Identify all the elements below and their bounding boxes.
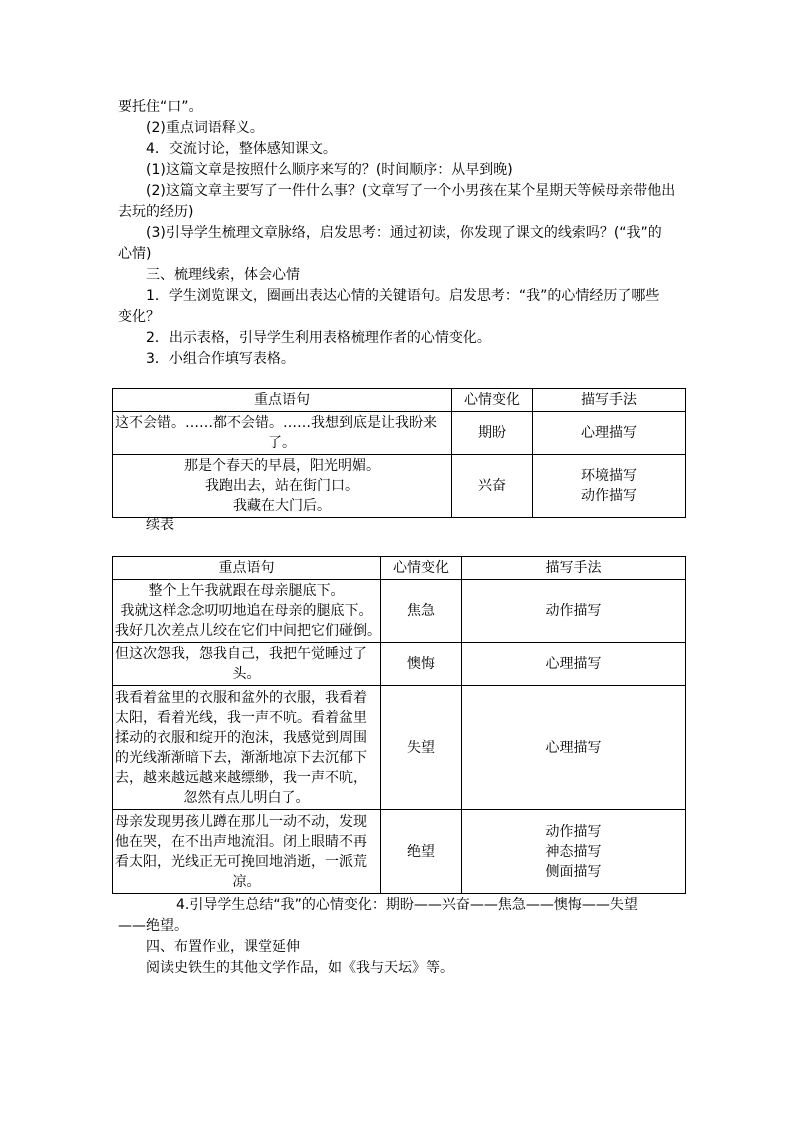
sentence-line: 我就这样念念叨叨地追在母亲的腿底下。 [120, 603, 373, 619]
method-line: 动作描写 [545, 823, 602, 840]
method-line: 动作描写 [545, 603, 602, 619]
text-line: 3．小组合作填写表格。 [146, 351, 295, 367]
sentence-line: 这不会错。……都不会错。……我想到底是让我盼来 [115, 415, 437, 431]
table-row [113, 810, 686, 894]
sentence-cell [113, 643, 381, 686]
sentence-line: 但这次怨我，怨我自己，我把午觉睡过了 [115, 646, 367, 662]
mood-cell: 焦急 [381, 580, 462, 643]
mood-cell: 懊悔 [381, 643, 462, 686]
method-line: 神态描写 [545, 843, 602, 860]
table-row [113, 686, 686, 810]
method-line: 心理描写 [581, 425, 637, 441]
method-cell [462, 810, 686, 894]
method-line: 环境描写 [581, 468, 637, 484]
method-line: 心理描写 [545, 739, 602, 756]
sentence-line: 忽然有点儿明白了。 [183, 789, 310, 806]
sentence-line: 了。 [268, 435, 296, 451]
method-cell [533, 455, 686, 518]
section-heading: 三、梳理线索，体会心情 [146, 267, 300, 283]
text-line: 4.引导学生总结“我”的心情变化：期盼——兴奋——焦急——懊悔——失望 [176, 897, 638, 913]
continued-label: 续表 [146, 517, 174, 533]
header-cell: 描写手法 [533, 389, 686, 412]
sentence-line: 凉。 [232, 873, 261, 890]
text-line: 阅读史铁生的其他文学作品，如《我与天坛》等。 [146, 960, 454, 976]
table-row [113, 412, 686, 455]
sentence-line: 我藏在大门后。 [233, 498, 331, 514]
header-cell: 心情变化 [452, 389, 533, 412]
text-line: 心情) [118, 246, 152, 262]
text-line: (2)重点词语释义。 [146, 120, 264, 136]
table-row [113, 455, 686, 518]
sentence-cell [113, 810, 381, 894]
sentence-line: 我跑出去，站在街门口。 [205, 478, 359, 494]
method-cell [462, 643, 686, 686]
method-cell [533, 412, 686, 455]
mood-cell: 失望 [381, 686, 462, 810]
table-header-row [113, 389, 686, 412]
text-line: 去玩的经历) [118, 204, 194, 220]
sentence-cell [113, 686, 381, 810]
sentence-line: 他在哭，在不出声地流泪。闭上眼睛不再 [115, 833, 367, 850]
method-line: 心理描写 [545, 656, 602, 672]
sentence-line: 太阳，看着光线，我一声不吭。看着盆里 [115, 709, 367, 726]
header-cell: 心情变化 [381, 557, 462, 580]
mood-cell: 兴奋 [452, 455, 533, 518]
sentence-line: 去，越来越远越来越缥缈，我一声不吭， [115, 769, 367, 786]
method-cell [462, 686, 686, 810]
sentence-line: 我看着盆里的衣服和盆外的衣服，我看着 [115, 689, 367, 706]
sentence-line: 我好几次差点儿绞在它们中间把它们碰倒。 [115, 623, 381, 639]
text-line: 1．学生浏览课文，圈画出表达心情的关键语句。启发思考：“我”的心情经历了哪些 [146, 288, 660, 304]
sentence-line: 看太阳，光线正无可挽回地消逝，一派荒 [115, 853, 367, 870]
text-line: 4．交流讨论，整体感知课文。 [146, 141, 337, 157]
header-cell: 重点语句 [113, 389, 452, 412]
text-line: 要托住“口”。 [118, 99, 203, 115]
table-row [113, 643, 686, 686]
section-heading: 四、布置作业，课堂延伸 [146, 939, 300, 955]
text-line: (2)这篇文章主要写了一件什么事？(文章写了一个小男孩在某个星期天等候母亲带他出 [146, 183, 676, 199]
table-header-row [113, 557, 686, 580]
method-cell [462, 580, 686, 643]
mood-table-2 [112, 556, 686, 894]
text-line: 2．出示表格，引导学生利用表格梳理作者的心情变化。 [146, 330, 491, 346]
method-line: 侧面描写 [545, 863, 602, 880]
header-cell: 重点语句 [113, 557, 381, 580]
sentence-line: 的光线渐渐暗下去，渐渐地凉下去沉郁下 [115, 749, 367, 766]
text-line: 变化？ [118, 309, 160, 325]
method-line: 动作描写 [581, 488, 637, 504]
mood-cell: 期盼 [452, 412, 533, 455]
text-line: (1)这篇文章是按照什么顺序来写的？(时间顺序：从早到晚) [146, 162, 513, 178]
header-cell: 描写手法 [462, 557, 686, 580]
sentence-line: 头。 [232, 666, 261, 682]
text-line: (3)引导学生梳理文章脉络，启发思考：通过初读，你发现了课文的线索吗？(“我”的 [146, 225, 662, 241]
sentence-line: 整个上午我就跟在母亲腿底下。 [148, 583, 345, 599]
sentence-line: 那是个春天的早晨，阳光明媚。 [184, 458, 380, 474]
mood-table-1 [112, 388, 686, 518]
sentence-cell [113, 455, 452, 518]
sentence-line: 揉动的衣服和绽开的泡沫，我感觉到周围 [115, 729, 367, 746]
sentence-cell [113, 412, 452, 455]
text-line: ——绝望。 [118, 918, 188, 934]
sentence-cell [113, 580, 381, 643]
sentence-line: 母亲发现男孩儿蹲在那儿一动不动，发现 [115, 813, 367, 830]
mood-cell: 绝望 [381, 810, 462, 894]
table-row [113, 580, 686, 643]
